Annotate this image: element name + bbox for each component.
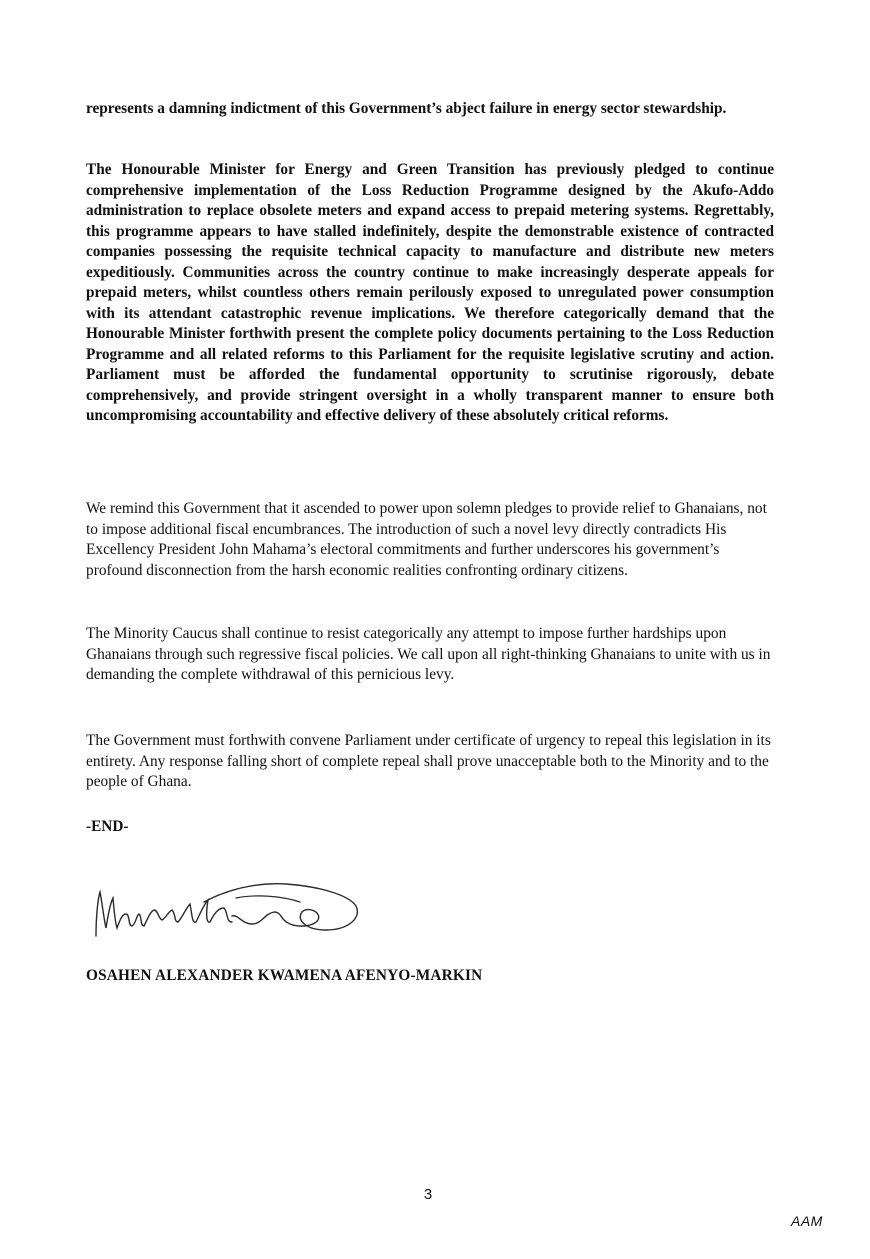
end-marker: -END- xyxy=(86,818,129,835)
signatory-name: OSAHEN ALEXANDER KWAMENA AFENYO-MARKIN xyxy=(86,967,483,984)
paragraph-minority-caucus: The Minority Caucus shall continue to resist categorically any attempt to impose further hardships upon Ghanaians through such regressive fiscal policies. We call upon all right-thinking Ghanaians to unite with us in demanding the complete withdrawal of this pernicious levy. xyxy=(86,625,771,683)
paragraph-government-pledges: We remind this Government that it ascended to power upon solemn pledges to provide relief to Ghanaians, not to impose additional fiscal encumbrances. The introduction of such a novel levy directly contradicts His Excellency President John Mahama’s electoral commitments and further underscores his government’s profound disconnection from the harsh economic realities confronting ordinary citizens. xyxy=(86,500,767,579)
paragraph-continuation: represents a damning indictment of this Government’s abject failure in energy sector stewardship. xyxy=(86,100,727,117)
paragraph-loss-reduction: The Honourable Minister for Energy and Green Transition has previously pledged to continue comprehensive implementation of the Loss Reduction Programme designed by the Akufo-Addo administration to replace obsolete meters and expand access to prepaid metering systems. Regrettably, this programme appears to have stalled indefinitely, despite the demonstrable existence of contracted companies possessing the requisite technical capacity to manufacture and distribute new meters expeditiously. Communities across the country continue to make increasingly desperate appeals for prepaid meters, whilst countless others remain perilously exposed to unregulated power consumption with its attendant catastrophic revenue implications. We therefore categorically demand that the Honourable Minister forthwith present the complete policy documents pertaining to the Loss Reduction Programme and all related reforms to this Parliament for the requisite legislative scrutiny and action. Parliament must be afforded the fundamental opportunity to scrutinise rigorously, debate comprehensively, and provide stringent oversight in a wholly transparent manner to ensure both uncompromising accountability and effective delivery of these absolutely critical reforms. xyxy=(86,161,774,424)
signature-image xyxy=(86,868,366,948)
page-initials: AAM xyxy=(791,1213,823,1229)
paragraph-repeal-demand: The Government must forthwith convene Parliament under certificate of urgency to repeal this legislation in its entirety. Any response falling short of complete repeal shall prove unacceptable both to the Minority and to the people of Ghana. xyxy=(86,732,771,790)
page-number: 3 xyxy=(423,1186,433,1203)
